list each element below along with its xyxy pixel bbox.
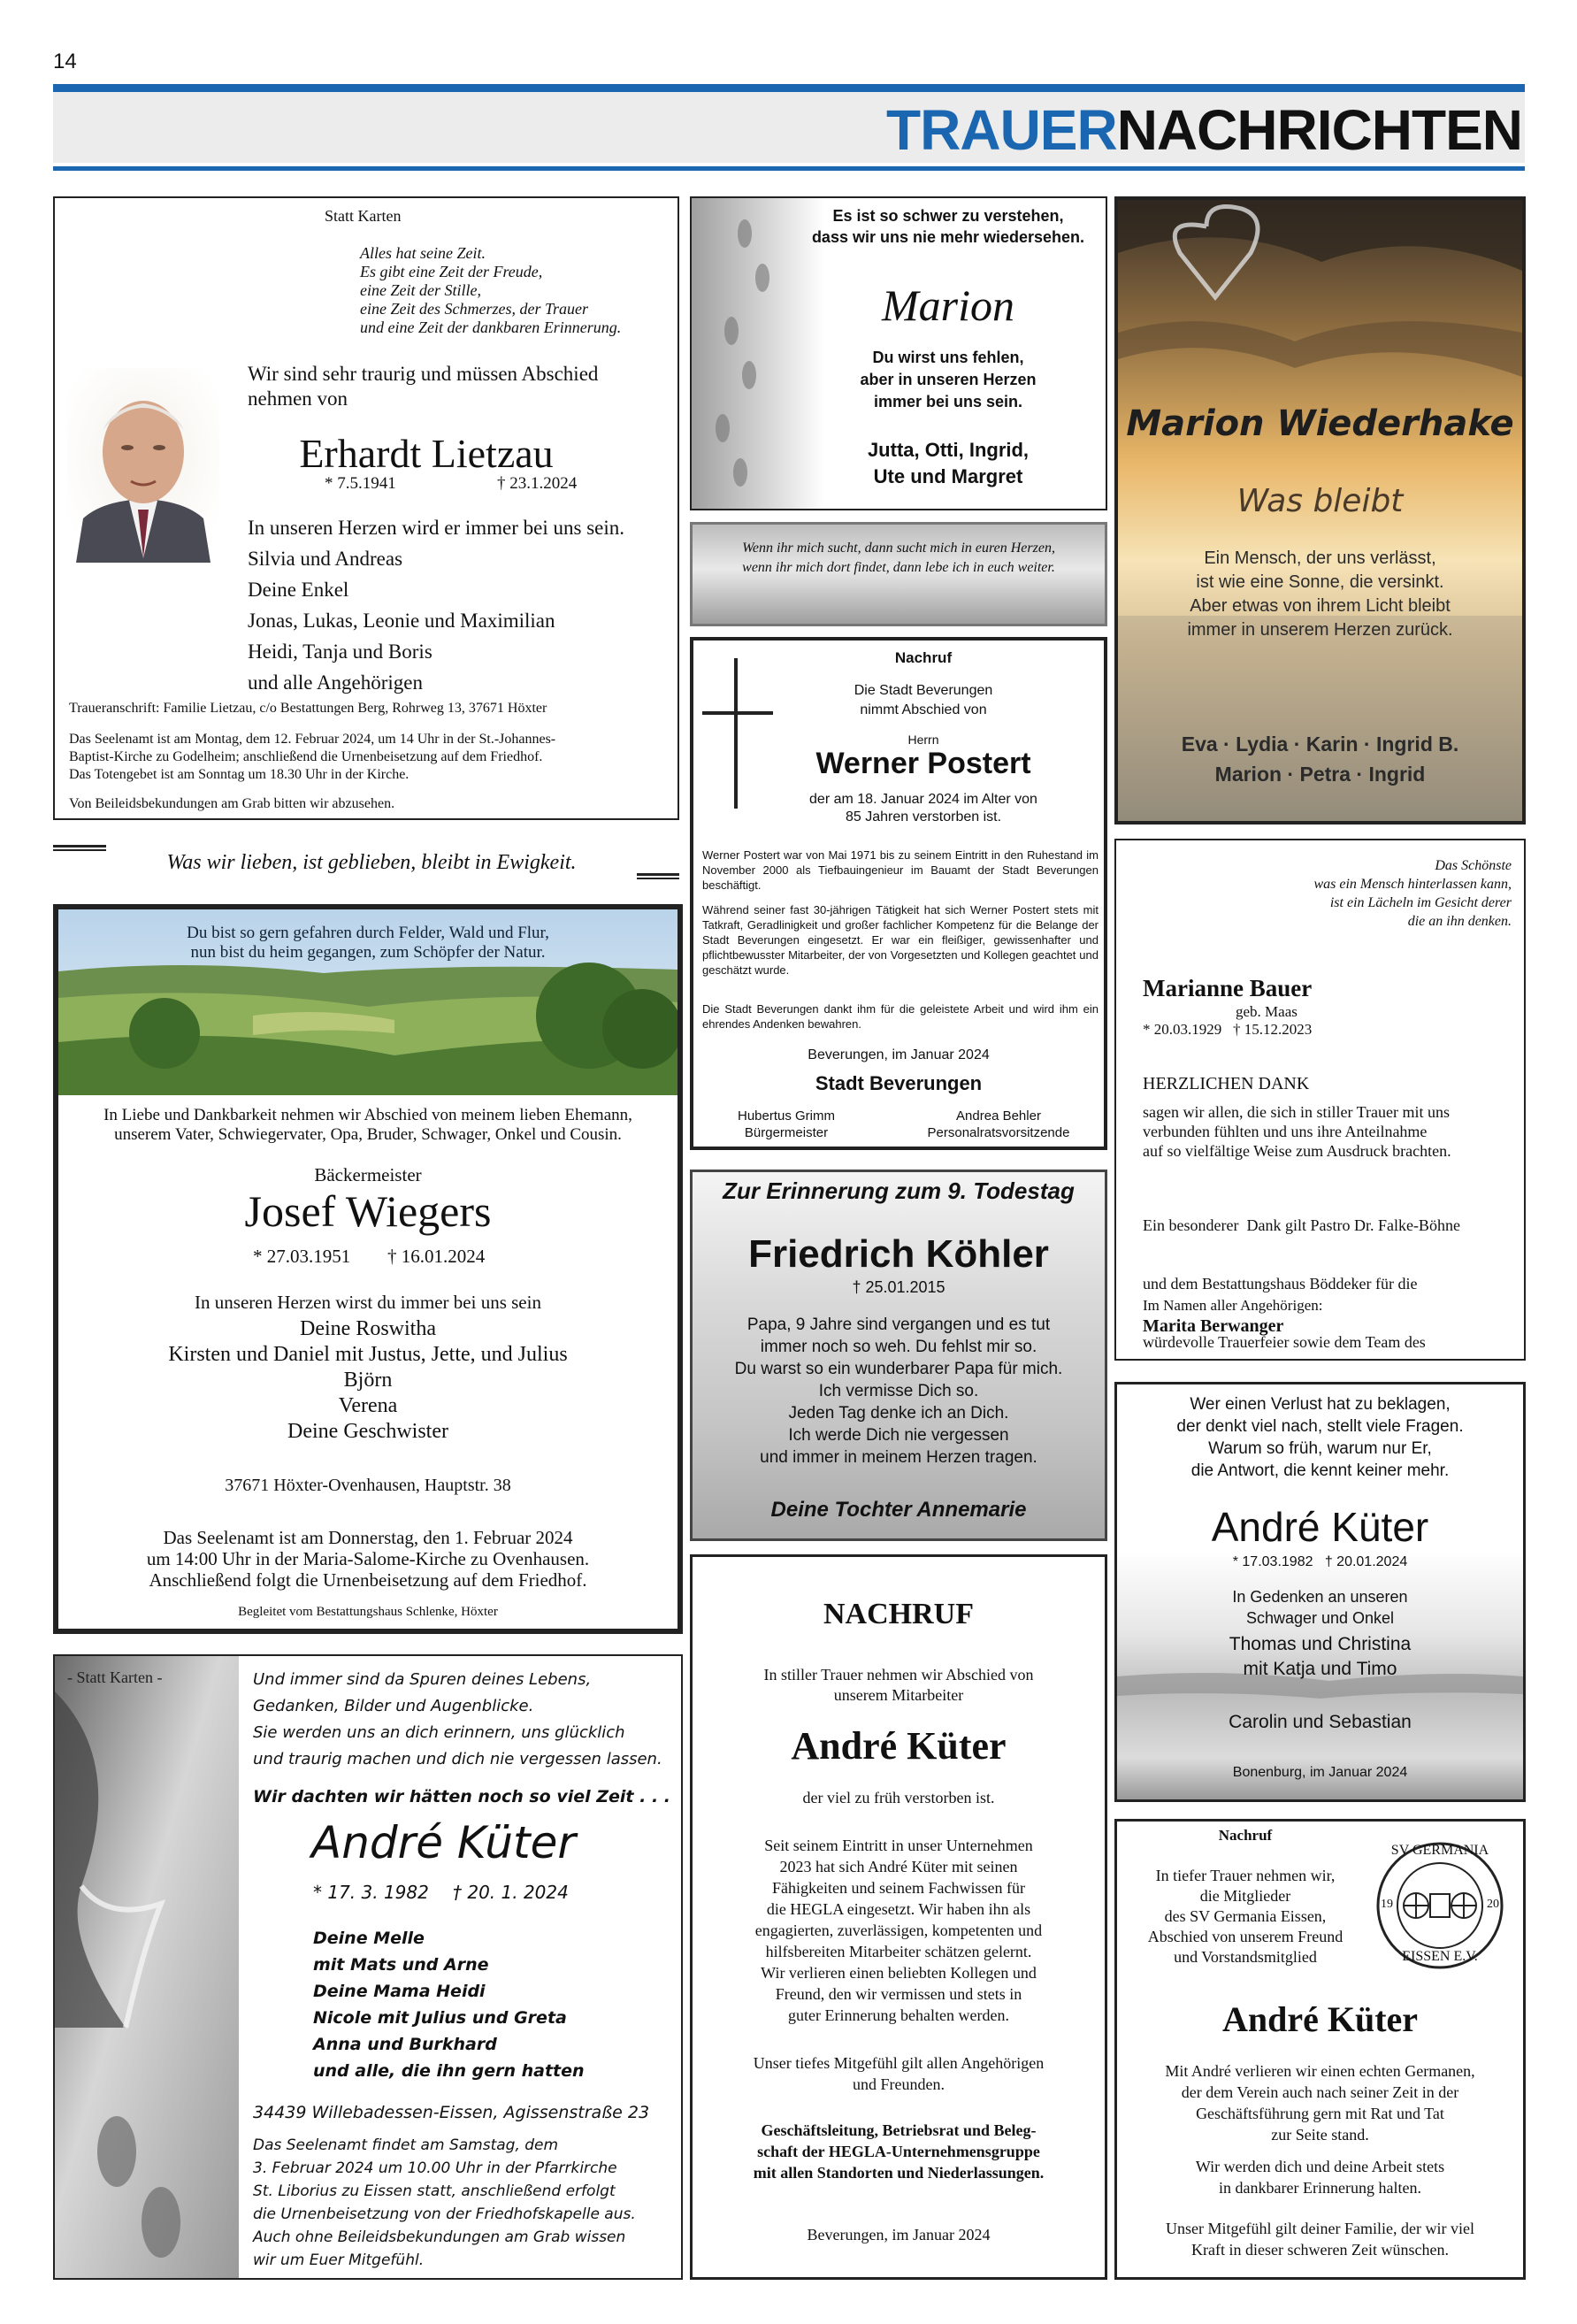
message-line: Du wirst uns fehlen, xyxy=(872,349,1024,366)
deceased-name: Werner Postert xyxy=(815,747,1031,780)
title: Bäckermeister xyxy=(314,1164,422,1185)
service-line: Das Totengebet ist am Sonntag um 18.30 Uhr in der Kirche. xyxy=(69,767,410,782)
family-list xyxy=(248,512,624,698)
service-line: wir um Euer Mitgefühl. xyxy=(253,2251,425,2269)
beach-footprints-image xyxy=(55,1656,239,2280)
obituary-wiegers xyxy=(53,904,683,1634)
service-line: St. Liborius zu Eissen statt, anschließend erfolgt xyxy=(253,2182,616,2200)
verse-line: Du bist so gern gefahren durch Felder, Wald und Flur, xyxy=(187,924,549,942)
deceased-name: André Küter xyxy=(1211,1504,1429,1550)
poem-line: Warum so früh, warum nur Er, xyxy=(1208,1439,1432,1458)
intro-line: nimmt Abschied von xyxy=(860,702,987,717)
quote xyxy=(693,539,1105,578)
subline: der viel zu früh verstorben ist. xyxy=(802,1789,995,1806)
service-line: die Urnenbeisetzung von der Friedhofskapelle aus. xyxy=(253,2205,636,2223)
paragraph-line: Kraft in dieser schweren Zeit wünschen. xyxy=(1191,2241,1449,2259)
dates: * 20.03.1929 † 15.12.2023 xyxy=(1143,1021,1313,1038)
poem-line: Wer einen Verlust hat zu beklagen, xyxy=(1190,1395,1451,1414)
statt-karten: Statt Karten xyxy=(325,207,402,225)
poem-line: und traurig machen und dich nie vergessen lassen. xyxy=(253,1750,662,1768)
poem-line: Und immer sind da Spuren deines Lebens, xyxy=(253,1670,592,1689)
poem-line: Aber etwas von ihrem Licht bleibt xyxy=(1190,596,1451,616)
logo-left-text: 19 xyxy=(1381,1898,1393,1911)
obituary-koehler xyxy=(690,1170,1107,1541)
paragraph-line: auf so vielfältige Weise zum Ausdruck brachten. xyxy=(1143,1142,1451,1160)
service-line: Baptist-Kirche zu Godelheim; anschließend die Urnenbeisetzung auf dem Friedhof. xyxy=(69,749,543,764)
poem-line: ist wie eine Sonne, die versinkt. xyxy=(1196,572,1444,592)
service-info xyxy=(69,731,555,784)
death-date: † 25.01.2015 xyxy=(852,1278,945,1296)
signers xyxy=(1117,1632,1523,1682)
page-title xyxy=(886,99,1522,161)
signer-line: Ute und Margret xyxy=(873,465,1023,487)
message-line: Jeden Tag denke ich an Dich. xyxy=(788,1404,1009,1423)
logo-right-text: 20 xyxy=(1487,1898,1499,1911)
paragraph xyxy=(1117,2156,1523,2198)
service-line: Das Seelenamt ist am Donnerstag, den 1. Februar 2024 xyxy=(163,1527,573,1548)
header: Nachruf xyxy=(1218,1827,1273,1844)
paragraph-line: Freund, den wir vermissen und stets in xyxy=(775,1985,1022,2003)
place-date: Bonenburg, im Januar 2024 xyxy=(1232,1765,1408,1780)
paragraph-line: Unser tiefes Mitgefühl gilt allen Angehörigen xyxy=(753,2054,1045,2072)
signers xyxy=(789,437,1107,490)
signer: Marita Berwanger xyxy=(1143,1316,1284,1336)
intro-line: des SV Germania Eissen, xyxy=(1164,1907,1327,1925)
paragraph xyxy=(1143,1102,1451,1161)
deceased-name: Marianne Bauer xyxy=(1143,975,1313,1001)
intro-line: In stiller Trauer nehmen wir Abschied von xyxy=(763,1666,1034,1684)
deceased-name: Erhardt Lietzau xyxy=(299,431,554,476)
portrait-photo xyxy=(67,368,219,563)
paragraph-line: Wir verlieren einen beliebten Kollegen und xyxy=(761,1964,1037,1982)
page-title-black: NACHRICHTEN xyxy=(1116,98,1522,162)
family-line: Deine Roswitha xyxy=(300,1317,436,1340)
signature xyxy=(693,2120,1105,2183)
message-line: Papa, 9 Jahre sind vergangen und es tut xyxy=(746,1315,1051,1334)
intro xyxy=(693,1665,1105,1706)
paragraph-line: und Freunden. xyxy=(853,2075,945,2093)
paragraph: Während seiner fast 30-jährigen Tätigkeit hat sich Werner Postert stets mit Tatkraft, Geradlinigkeit und großer fachlicher Kompetenz für die Belange der Stadt Beverungen eingesetzt. Er war ein fleißiger, gewissenhafter und pflichtbewusster Mitarbeiter, der von Vorgesetzten und Kollegen geachtet und geschätzt wurde. xyxy=(702,903,1099,977)
poem xyxy=(253,1667,662,1773)
service-line: um 14:00 Uhr in der Maria-Salome-Kirche zu Ovenhausen. xyxy=(146,1548,590,1569)
death-date: † 20. 1. 2024 xyxy=(453,1882,569,1903)
message-line: und immer in meinem Herzen tragen. xyxy=(760,1448,1037,1467)
quote-line: wenn ihr mich dort findet, dann lebe ich in euch weiter. xyxy=(742,560,1055,575)
signature-line: schaft der HEGLA-Unternehmensgruppe xyxy=(757,2143,1040,2160)
intro-line: Wir sind sehr traurig und müssen Abschied xyxy=(248,363,599,385)
deceased-name: Marion xyxy=(882,280,1014,330)
intro xyxy=(1117,1586,1523,1629)
address: Traueranschrift: Familie Lietzau, c/o Bestattungen Berg, Rohrweg 13, 37671 Höxter xyxy=(69,701,547,716)
paragraph-line: hilfsbereiten Mitarbeiter schätzen gelernt. xyxy=(765,1943,1032,1960)
message-line: Ich werde Dich nie vergessen xyxy=(788,1426,1009,1445)
family-line: mit Mats und Arne xyxy=(313,1955,489,1975)
family-list xyxy=(58,1316,677,1445)
paragraph: Werner Postert war von Mai 1971 bis zu seinem Eintritt in den Ruhestand im November 2000 als Tiefbauingenieur im Bauamt der Stadt Beverungen beschäftigt. xyxy=(702,848,1099,892)
paragraph-line: und dem Bestattungshaus Böddeker für die xyxy=(1143,1275,1418,1292)
verse-line: Es ist so schwer zu verstehen, xyxy=(832,207,1064,225)
address: 37671 Höxter-Ovenhausen, Hauptstr. 38 xyxy=(225,1476,511,1495)
family-line: Anna und Burkhard xyxy=(313,2035,497,2054)
statt-karten: - Statt Karten - xyxy=(67,1668,163,1686)
club-logo xyxy=(1374,1839,1506,1972)
paragraph-line: würdevolle Trauerfeier sowie dem Team des xyxy=(1143,1333,1426,1351)
paragraph-line: der dem Verein auch nach seiner Zeit in der xyxy=(1181,2083,1459,2101)
intro-line: Die Stadt Beverungen xyxy=(854,683,993,698)
paragraph-line: Mit André verlieren wir einen echten Germanen, xyxy=(1165,2062,1475,2080)
signers-2: Carolin und Sebastian xyxy=(1229,1712,1412,1732)
poem-line: eine Zeit der Stille, xyxy=(360,281,481,299)
deceased-name: André Küter xyxy=(1221,1999,1419,2039)
paragraph-line: 2023 hat sich André Küter mit seinen xyxy=(779,1858,1018,1875)
paragraph-line: verbunden fühlten und uns ihre Anteilnahme xyxy=(1143,1123,1428,1140)
quote-strip xyxy=(690,522,1107,626)
signer-line: Marion · Petra · Ingrid xyxy=(1214,763,1426,786)
message-line: aber in unseren Herzen xyxy=(860,371,1037,388)
paragraph-line: die HEGLA eingesetzt. Wir haben ihn als xyxy=(766,1900,1031,1918)
page-number: 14 xyxy=(53,50,77,73)
family-line: Deine Enkel xyxy=(248,579,349,601)
service-line: Das Seelenamt findet am Samstag, dem xyxy=(253,2136,559,2154)
family-line: Jonas, Lukas, Leonie und Maximilian xyxy=(248,610,555,632)
address: 34439 Willebadessen-Eissen, Agissenstraße 23 xyxy=(253,2103,650,2122)
signature-council xyxy=(897,1108,1100,1141)
header-bottom-rule xyxy=(53,166,1525,171)
signer-role: Bürgermeister xyxy=(744,1125,829,1140)
deceased-name: André Küter xyxy=(311,1817,576,1868)
death-date: † 16.01.2024 xyxy=(387,1246,486,1267)
paragraph-line: zur Seite stand. xyxy=(1271,2126,1369,2144)
paragraph-line: sagen wir allen, die sich in stiller Trauer mit uns xyxy=(1143,1103,1450,1121)
poem xyxy=(1313,856,1512,931)
city: Stadt Beverungen xyxy=(815,1072,983,1094)
family-line: Silvia und Andreas xyxy=(248,548,403,570)
closing: Im Namen aller Angehörigen: xyxy=(1143,1297,1323,1314)
family-line: Björn xyxy=(343,1369,393,1392)
obituary-hegla xyxy=(690,1554,1107,2280)
deceased-name: Josef Wiegers xyxy=(244,1186,492,1236)
service-info xyxy=(58,1527,677,1591)
age-info xyxy=(746,791,1100,826)
deceased-name: Friedrich Köhler xyxy=(748,1232,1049,1276)
obituary-marion xyxy=(690,196,1107,510)
poem-line: Alles hat seine Zeit. xyxy=(360,244,486,262)
intro xyxy=(58,1106,677,1145)
poem xyxy=(360,244,621,337)
message-line: Du warst so ein wunderbarer Papa für mich. xyxy=(734,1360,1063,1378)
paragraph xyxy=(693,1835,1105,2026)
poem-line: die an ihn denken. xyxy=(1407,914,1512,929)
message-line: immer bei uns sein. xyxy=(873,393,1023,410)
birth-date: * 27.03.1951 xyxy=(253,1246,351,1267)
intro-line: die Mitglieder xyxy=(1199,1887,1291,1905)
intro-line: In tiefer Trauer nehmen wir, xyxy=(1155,1867,1336,1884)
birth-date: * 7.5.1941 xyxy=(325,474,396,493)
deceased-name: Marion Wiederhake xyxy=(1126,403,1514,444)
message xyxy=(693,1314,1105,1469)
obituary-germania xyxy=(1114,1819,1526,2280)
poem-line: Sie werden uns an dich erinnern, uns glücklich xyxy=(253,1723,625,1742)
motto: Was wir lieben, ist geblieben, bleibt in Ewigkeit. xyxy=(166,851,577,874)
date: Beverungen, im Januar 2024 xyxy=(808,1047,990,1062)
service-line: Auch ohne Beileidsbekundungen am Grab wissen xyxy=(253,2228,626,2246)
obituary-kueter-bonenburg xyxy=(1114,1382,1526,1802)
verse-line: dass wir uns nie mehr wiedersehen. xyxy=(811,228,1085,246)
poem xyxy=(1117,1393,1523,1482)
obituary-kueter-family xyxy=(53,1654,683,2280)
obituary-postert xyxy=(690,637,1107,1150)
paragraph-line: Geschäftsführung gern mit Rat und Tat xyxy=(1196,2105,1444,2122)
age-line: der am 18. Januar 2024 im Alter von xyxy=(809,792,1037,807)
verse xyxy=(58,924,677,963)
paragraph-line: in dankbarer Erinnerung halten. xyxy=(1219,2179,1421,2197)
intro-line: unserem Mitarbeiter xyxy=(833,1686,964,1704)
family-line: und alle Angehörigen xyxy=(248,671,424,694)
intro xyxy=(1117,1866,1374,1967)
service-line: Anschließend folgt die Urnenbeisetzung auf dem Friedhof. xyxy=(149,1569,587,1591)
subtitle: Was bleibt xyxy=(1236,483,1404,519)
paragraph-line: Seit seinem Eintritt in unser Unternehmen xyxy=(764,1837,1033,1854)
family-line: Verena xyxy=(338,1394,398,1417)
paragraph-line: guter Erinnerung behalten werden. xyxy=(788,2006,1009,2024)
verse-line: nun bist du heim gegangen, zum Schöpfer der Natur. xyxy=(190,943,546,962)
header-top-rule xyxy=(53,84,1525,92)
poem-line: immer in unserem Herzen zurück. xyxy=(1187,620,1453,640)
poem-line: die Antwort, die kennt keiner mehr. xyxy=(1190,1461,1450,1480)
message-line: Ich vermisse Dich so. xyxy=(818,1382,979,1400)
deceased-name: André Küter xyxy=(791,1724,1007,1768)
logo-bottom-text: EISSEN E.V. xyxy=(1402,1949,1478,1964)
header: Nachruf xyxy=(894,649,953,666)
signers xyxy=(1118,729,1522,789)
motto-rule-right xyxy=(637,873,679,879)
poem-line: der denkt viel nach, stellt viele Fragen. xyxy=(1176,1417,1464,1436)
signature-line: mit allen Standorten und Niederlassungen. xyxy=(753,2164,1045,2182)
poem-line: Ein Mensch, der uns verlässt, xyxy=(1204,548,1436,568)
family-line: Deine Mama Heidi xyxy=(313,1982,486,2001)
signer-name: Hubertus Grimm xyxy=(737,1108,836,1124)
intro-line: Schwager und Onkel xyxy=(1245,1609,1395,1627)
poem-line: Gedanken, Bilder und Augenblicke. xyxy=(253,1697,534,1715)
intro-line: nehmen von xyxy=(248,387,348,410)
poem xyxy=(1118,547,1522,642)
birth-name: geb. Maas xyxy=(1236,1003,1298,1020)
top-verse xyxy=(789,205,1107,248)
intro xyxy=(746,681,1100,720)
paragraph xyxy=(1117,2060,1523,2145)
date: Beverungen, im Januar 2024 xyxy=(807,2226,991,2243)
intro-line: In Gedenken an unseren xyxy=(1232,1588,1408,1606)
motto-rule-left xyxy=(53,845,106,851)
intro-line: Abschied von unserem Freund xyxy=(1147,1928,1344,1945)
quote-line: Wenn ihr mich sucht, dann sucht mich in euren Herzen, xyxy=(742,541,1055,556)
paragraph: Die Stadt Beverungen dankt ihm für die geleistete Arbeit und wird ihm ein ehrendes Andenken bewahren. xyxy=(702,1002,1099,1031)
service-line: Das Seelenamt ist am Montag, dem 12. Februar 2024, um 14 Uhr in der St.-Johannes- xyxy=(69,732,556,747)
family-line: In unseren Herzen wird er immer bei uns sein. xyxy=(248,517,624,539)
thanks-heading: HERZLICHEN DANK xyxy=(1143,1074,1310,1093)
family-list xyxy=(313,1925,585,2084)
paragraph-line: Wir werden dich und deine Arbeit stets xyxy=(1195,2158,1445,2175)
herrn: Herrn xyxy=(907,732,939,747)
header: Zur Erinnerung zum 9. Todestag xyxy=(723,1177,1075,1204)
intro-line: unserem Vater, Schwiegervater, Opa, Bruder, Schwager, Onkel und Cousin. xyxy=(114,1125,622,1144)
signer-name: Andrea Behler xyxy=(956,1108,1041,1124)
signer-line: Eva · Lydia · Karin · Ingrid B. xyxy=(1181,732,1459,755)
age-line: 85 Jahren verstorben ist. xyxy=(845,809,1002,825)
obituary-wiederhake xyxy=(1114,196,1526,825)
signer-line: Jutta, Otti, Ingrid, xyxy=(867,439,1030,461)
poem-line: was ein Mensch hinterlassen kann, xyxy=(1313,877,1512,892)
family-line: Heidi, Tanja und Boris xyxy=(248,640,433,663)
note: Von Beileidsbekundungen am Grab bitten wir abzusehen. xyxy=(69,796,395,811)
poem-line: Das Schönste xyxy=(1435,858,1512,873)
paragraph xyxy=(1117,2218,1523,2260)
signer-role: Personalratsvorsitzende xyxy=(927,1125,1070,1140)
paragraph-line: engagierten, zuverlässigen, kompetenten und xyxy=(754,1921,1043,1939)
intro xyxy=(248,362,598,411)
family-line: Kirsten und Daniel mit Justus, Jette, und Julius xyxy=(168,1343,568,1366)
signer-line: Thomas und Christina xyxy=(1229,1634,1412,1654)
intro-line: und Vorstandsmitglied xyxy=(1174,1948,1317,1966)
intro-line: In Liebe und Dankbarkeit nehmen wir Abschied von meinem lieben Ehemann, xyxy=(103,1106,632,1124)
obituary-lietzau xyxy=(53,196,679,820)
paragraph xyxy=(693,2052,1105,2095)
family-line: Deine Geschwister xyxy=(287,1420,448,1443)
emphasis-line: Wir dachten wir hätten noch so viel Zeit . . . xyxy=(253,1787,670,1806)
obituary-bauer xyxy=(1114,839,1526,1361)
heart-line: In unseren Herzen wirst du immer bei uns sein xyxy=(195,1292,541,1313)
signature: Deine Tochter Annemarie xyxy=(770,1498,1027,1522)
logo-top-text: SV GERMANIA xyxy=(1390,1843,1489,1858)
family-line: und alle, die ihn gern hatten xyxy=(313,2061,585,2081)
service-info xyxy=(253,2134,636,2272)
message xyxy=(789,347,1107,413)
signature-line: Geschäftsleitung, Betriebsrat und Beleg- xyxy=(761,2121,1037,2139)
paragraph-line: Ein besonderer Dank gilt Pastro Dr. Falke-Böhne xyxy=(1143,1216,1460,1234)
header: NACHRUF xyxy=(823,1598,974,1630)
service-line: 3. Februar 2024 um 10.00 Uhr in der Pfarrkirche xyxy=(253,2159,617,2177)
death-date: † 23.1.2024 xyxy=(497,474,578,493)
signer-line: mit Katja und Timo xyxy=(1243,1659,1397,1679)
birth-date: * 17. 3. 1982 xyxy=(313,1882,429,1903)
undertaker: Begleitet vom Bestattungshaus Schlenke, Höxter xyxy=(238,1605,498,1619)
paragraph-line: Fähigkeiten und seinem Fachwissen für xyxy=(772,1879,1025,1897)
poem-line: Es gibt eine Zeit der Freude, xyxy=(360,263,543,280)
paragraph-line: Unser Mitgefühl gilt deiner Familie, der wir viel xyxy=(1166,2220,1474,2237)
family-line: Nicole mit Julius und Greta xyxy=(313,2008,567,2028)
poem-line: eine Zeit des Schmerzes, der Trauer xyxy=(360,300,588,318)
poem-line: und eine Zeit der dankbaren Erinnerung. xyxy=(360,318,622,336)
page-title-blue: TRAUER xyxy=(886,98,1117,162)
poem-line: ist ein Lächeln im Gesicht derer xyxy=(1329,895,1512,910)
signature-mayor xyxy=(702,1108,870,1141)
dates: * 17.03.1982 † 20.01.2024 xyxy=(1232,1554,1408,1569)
family-line: Deine Melle xyxy=(313,1929,425,1948)
message-line: immer noch so weh. Du fehlst mir so. xyxy=(760,1338,1037,1356)
